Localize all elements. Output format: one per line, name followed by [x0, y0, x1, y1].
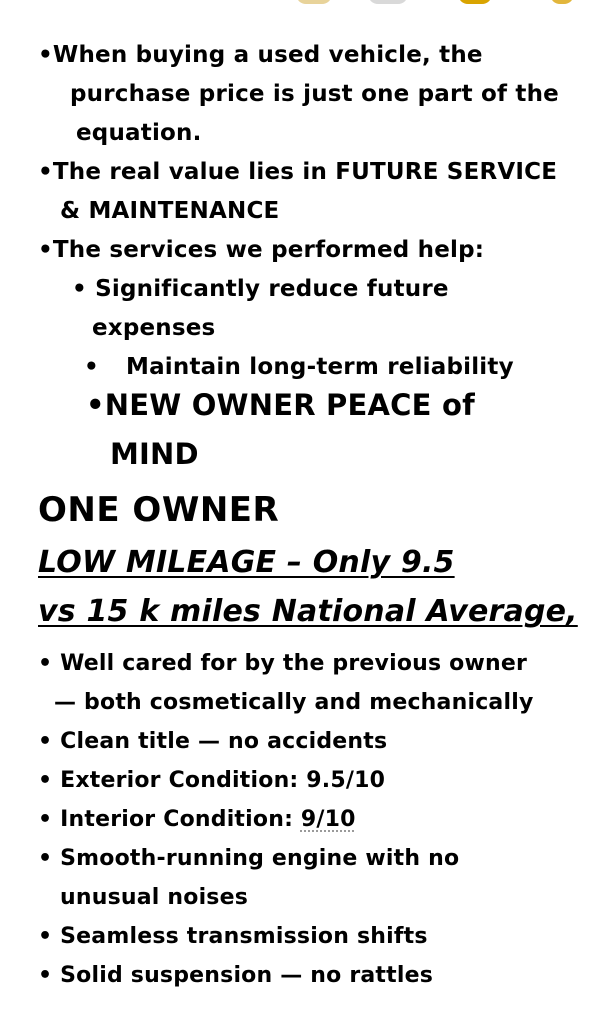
headline-one-owner: ONE OWNER: [38, 490, 280, 530]
mileage-line-2: vs 15 k miles National Average,: [38, 594, 578, 629]
feature-4: [38, 807, 356, 832]
intro-line-2: purchase price is just one part of the: [70, 81, 559, 107]
intro-line-4: •The real value lies in FUTURE SERVICE: [38, 159, 558, 185]
sub-bullet-3a: •NEW OWNER PEACE of: [86, 388, 475, 422]
feature-6: • Seamless transmission shifts: [38, 924, 428, 949]
intro-line-6: •The services we performed help:: [38, 237, 485, 263]
feature-3: • Exterior Condition: 9.5/10: [38, 768, 386, 793]
cropped-icon-1: [296, 0, 332, 4]
feature-7: • Solid suspension — no rattles: [38, 963, 434, 988]
intro-line-1: •When buying a used vehicle, the: [38, 42, 483, 68]
intro-line-3: equation.: [76, 120, 202, 146]
feature-5b: unusual noises: [60, 885, 249, 910]
sub-bullet-3b: MIND: [110, 437, 199, 471]
feature-1a: • Well cared for by the previous owner: [38, 651, 528, 676]
cropped-icon-2: [368, 0, 408, 4]
intro-line-5: & MAINTENANCE: [60, 198, 280, 224]
feature-2: • Clean title — no accidents: [38, 729, 388, 754]
sub-bullet-2-text: Maintain long-term reliability: [126, 354, 514, 380]
cropped-icon-4: [550, 0, 574, 4]
sub-bullet-1b: expenses: [92, 315, 216, 341]
feature-4-value: 9/10: [300, 807, 356, 832]
sub-bullet-2-dot: •: [84, 354, 99, 380]
cropped-icon-3: [458, 0, 492, 4]
feature-1b: — both cosmetically and mechanically: [54, 690, 534, 715]
feature-5a: • Smooth-running engine with no: [38, 846, 460, 871]
top-cropped-icons: [0, 0, 608, 8]
mileage-line-1: LOW MILEAGE – Only 9.5: [38, 545, 455, 580]
sub-bullet-1a: • Significantly reduce future: [72, 276, 449, 302]
feature-4-label: • Interior Condition:: [38, 807, 301, 832]
